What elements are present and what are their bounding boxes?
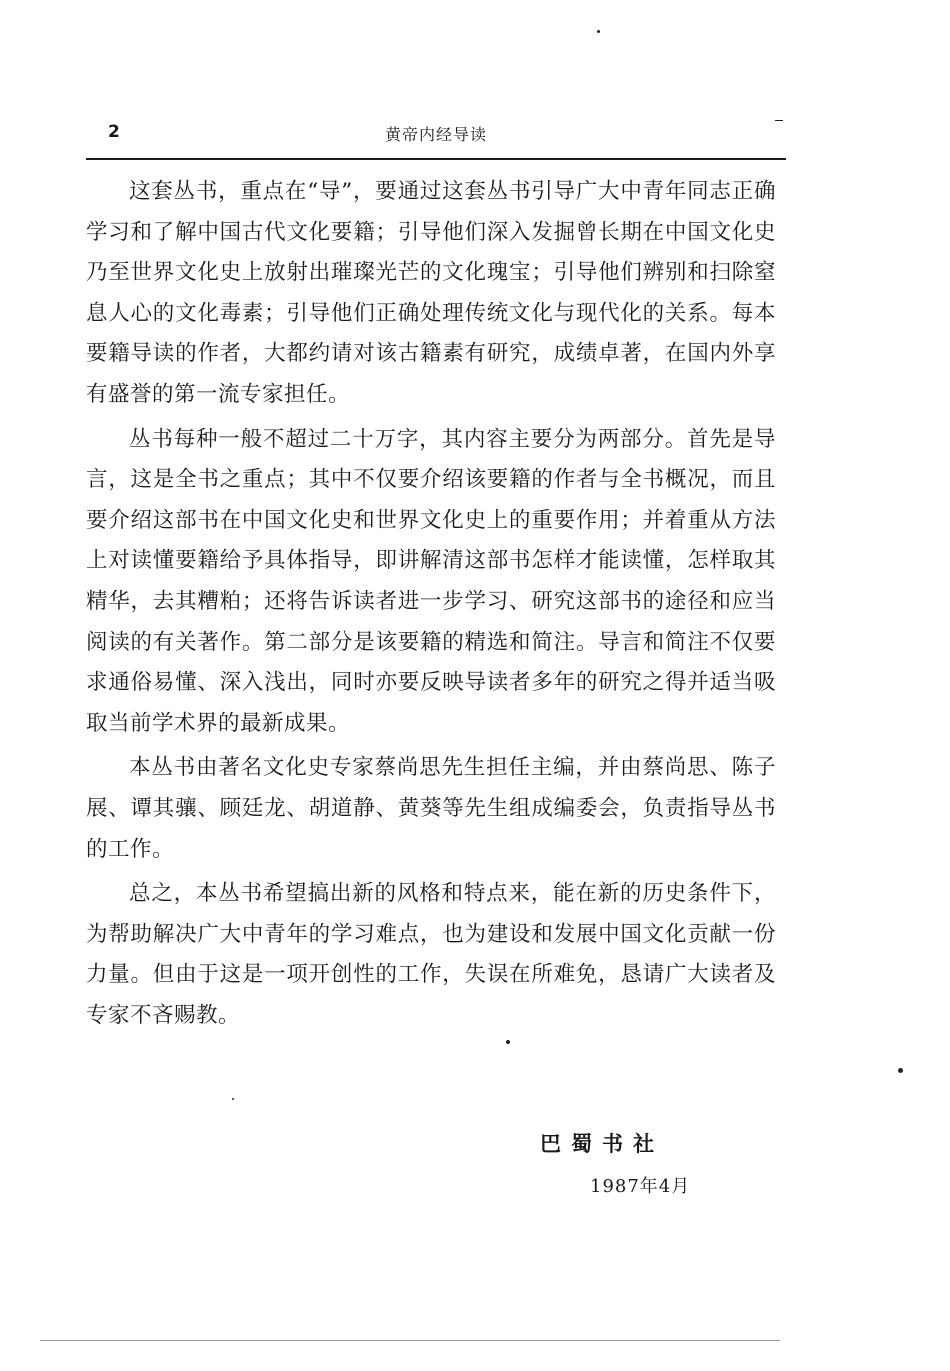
scan-speck: [775, 120, 783, 121]
body-text: [86, 172, 776, 1040]
paragraph: 总之，本丛书希望搞出新的风格和特点来，能在新的历史条件下，为帮助解决广大中青年的学习难点，也为建设和发展中国文化贡献一份力量。但由于这是一项开创性的工作，失误在所难免，恳请广大读者及专家不吝赐教。: [86, 881, 776, 1028]
scan-speck: [232, 1098, 234, 1100]
signature-date: 1987年4月: [590, 1176, 691, 1197]
header-rule: [86, 158, 786, 160]
scan-edge-line: [40, 1340, 780, 1341]
publisher-signature: 巴蜀书社: [540, 1132, 664, 1156]
paragraph: 这套丛书，重点在“导”，要通过这套丛书引导广大中青年同志正确学习和了解中国古代文化要籍；引导他们深入发掘曾长期在中国文化史乃至世界文化史上放射出璀璨光芒的文化瑰宝；引导他们辨别和扫除窒息人心的文化毒素；引导他们正确处理传统文化与现代化的关系。每本要籍导读的作者，大都约请对该古籍素有研究，成绩卓著，在国内外享有盛誉的第一流专家担任。: [86, 179, 776, 407]
scan-speck: [506, 1040, 510, 1044]
page-header: [86, 118, 786, 148]
paragraph: 本丛书由著名文化史专家蔡尚思先生担任主编，并由蔡尚思、陈子展、谭其骧、顾廷龙、胡道静、黄葵等先生组成编委会，负责指导丛书的工作。: [86, 755, 776, 862]
page-number: 2: [108, 122, 120, 142]
scan-speck: [597, 30, 600, 33]
paragraph: 丛书每种一般不超过二十万字，其内容主要分为两部分。首先是导言，这是全书之重点；其中不仅要介绍该要籍的作者与全书概况，而且要介绍这部书在中国文化史和世界文化史上的重要作用；并着重从方法上对读懂要籍给予具体指导，即讲解清这部书怎样才能读懂，怎样取其精华，去其糟粕；还将告诉读者进一步学习、研究这部书的途径和应当阅读的有关著作。第二部分是该要籍的精选和简注。导言和简注不仅要求通俗易懂、深入浅出，同时亦要反映导读者多年的研究之得并适当吸取当前学术界的最新成果。: [86, 426, 776, 736]
running-title: 黄帝内经导读: [384, 125, 487, 144]
scan-speck: [898, 1068, 903, 1073]
